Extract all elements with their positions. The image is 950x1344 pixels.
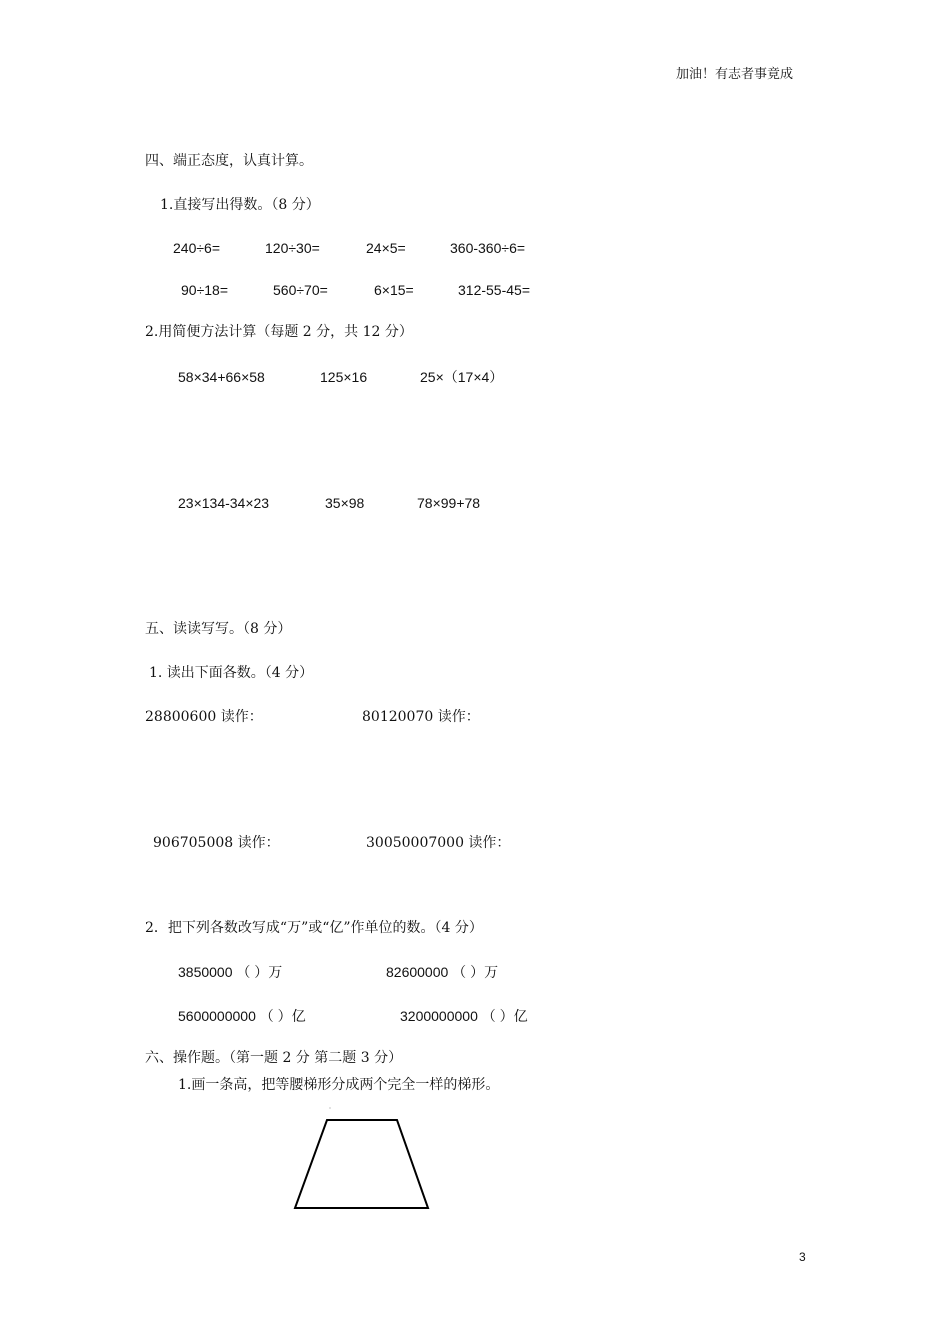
isosceles-trapezoid <box>295 1120 428 1208</box>
section-5-q2-title: 2．把下列各数改写成“万”或“亿”作单位的数。（4 分） <box>145 920 483 936</box>
section-5-q1-title: 1. 读出下面各数。（4 分） <box>149 665 314 681</box>
expression: 6×15= <box>374 282 414 298</box>
expression: 560÷70= <box>273 282 328 298</box>
expression: 35×98 <box>325 495 365 511</box>
section-6-title: 六、操作题。（第一题 2 分 第二题 3 分） <box>145 1050 403 1066</box>
expression: 90÷18= <box>181 282 229 298</box>
reading-item: 30050007000 读作： <box>366 835 511 851</box>
expression: 23×134-34×23 <box>178 495 270 511</box>
conversion-item: 3200000000 （ ）亿 <box>400 1008 528 1024</box>
expression: 25×（17×4） <box>420 369 504 385</box>
expression: 120÷30= <box>265 240 320 256</box>
expression: 360-360÷6= <box>450 240 526 256</box>
section-4-q2-title: 2.用简便方法计算（每题 2 分，共 12 分） <box>145 324 413 340</box>
isosceles-trapezoid-figure <box>280 1100 440 1215</box>
section-4-q1-title: 1.直接写出得数。（8 分） <box>160 197 320 213</box>
expression: 240÷6= <box>173 240 221 256</box>
reading-item: 28800600 读作： <box>145 709 263 725</box>
expression: 78×99+78 <box>417 495 481 511</box>
conversion-item: 82600000 （ ）万 <box>386 964 499 980</box>
conversion-item: 5600000000 （ ）亿 <box>178 1008 306 1024</box>
page-header-motto: 加油！有志者事竟成 <box>676 67 794 82</box>
section-5-title: 五、读读写写。（8 分） <box>145 621 292 637</box>
reading-item: 80120070 读作： <box>362 709 480 725</box>
trapezoid-dot-mark <box>329 1107 330 1108</box>
section-6-q1-title: 1.画一条高，把等腰梯形分成两个完全一样的梯形。 <box>178 1077 500 1093</box>
page-number: 3 <box>799 1250 806 1264</box>
expression: 58×34+66×58 <box>178 369 265 385</box>
expression: 312-55-45= <box>458 282 531 298</box>
expression: 24×5= <box>366 240 406 256</box>
section-4-title: 四、端正态度，认真计算。 <box>145 153 313 169</box>
expression: 125×16 <box>320 369 368 385</box>
conversion-item: 3850000 （ ）万 <box>178 964 283 980</box>
reading-item: 906705008 读作： <box>153 835 280 851</box>
